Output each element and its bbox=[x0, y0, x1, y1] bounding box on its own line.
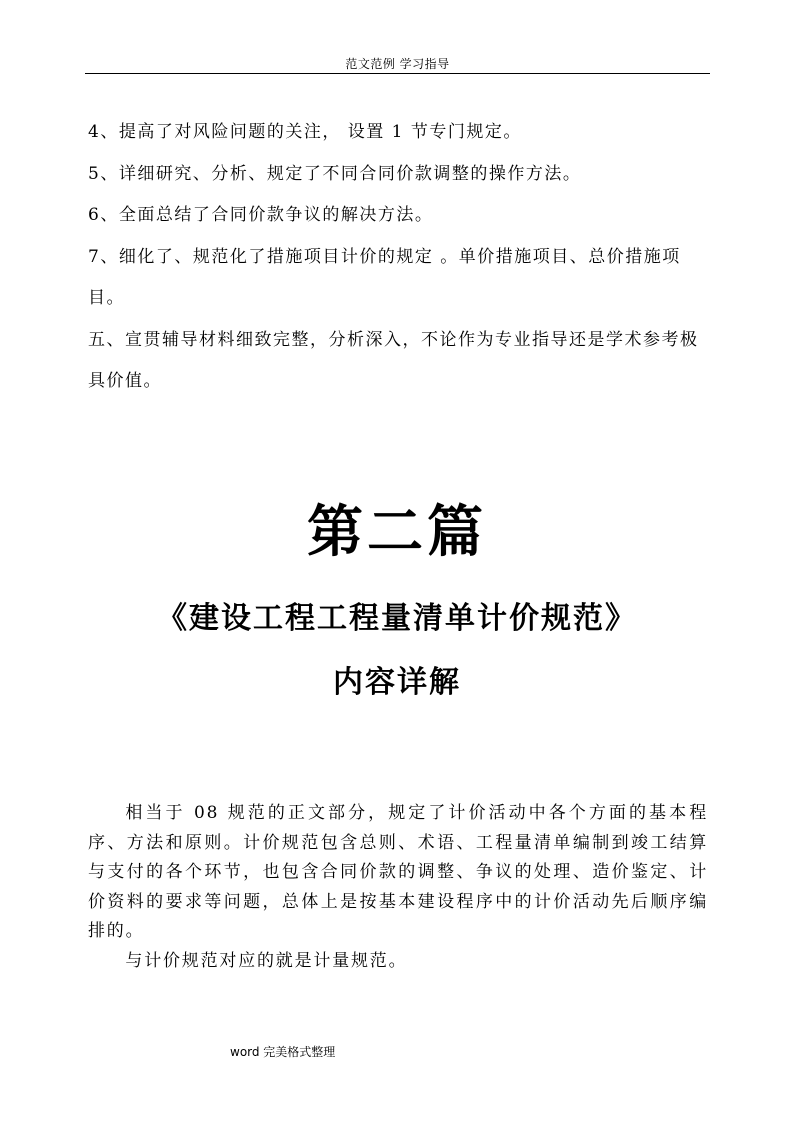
list-item: 7、细化了、规范化了措施项目计价的规定 。单价措施项目、总价措施项目。 bbox=[88, 246, 681, 308]
part-title: 第二篇 bbox=[307, 500, 487, 565]
section-subtitle: 内容详解 bbox=[333, 665, 461, 700]
page-footer: word 完美格式整理 bbox=[230, 1045, 336, 1059]
header-divider bbox=[85, 73, 710, 74]
improvement-list bbox=[88, 112, 708, 403]
list-item: 4、提高了对风险问题的关注， 设置 1 节专门规定。 bbox=[88, 122, 522, 142]
book-title: 《建设工程工程量清单计价规范》 bbox=[157, 601, 637, 636]
body-text bbox=[88, 799, 708, 976]
paragraph: 相当于 08 规范的正文部分，规定了计价活动中各个方面的基本程序、方法和原则。计价规范包含总则、术语、工程量清单编制到竣工结算与支付的各个环节，也包含合同价款的调整、争议的处理、造价鉴定、计价资料的要求等问题，总体上是按基本建设程序中的计价活动先后顺序编排的。 bbox=[88, 803, 708, 941]
list-item: 6、全面总结了合同价款争议的解决方法。 bbox=[88, 205, 434, 225]
list-item: 5、详细研究、分析、规定了不同合同价款调整的操作方法。 bbox=[88, 163, 582, 184]
list-item: 五、宣贯辅导材料细致完整，分析深入，不论作为专业指导还是学术参考极具价值。 bbox=[88, 329, 699, 391]
paragraph: 与计价规范对应的就是计量规范。 bbox=[125, 950, 408, 971]
page-header: 范文范例 学习指导 bbox=[345, 57, 450, 71]
